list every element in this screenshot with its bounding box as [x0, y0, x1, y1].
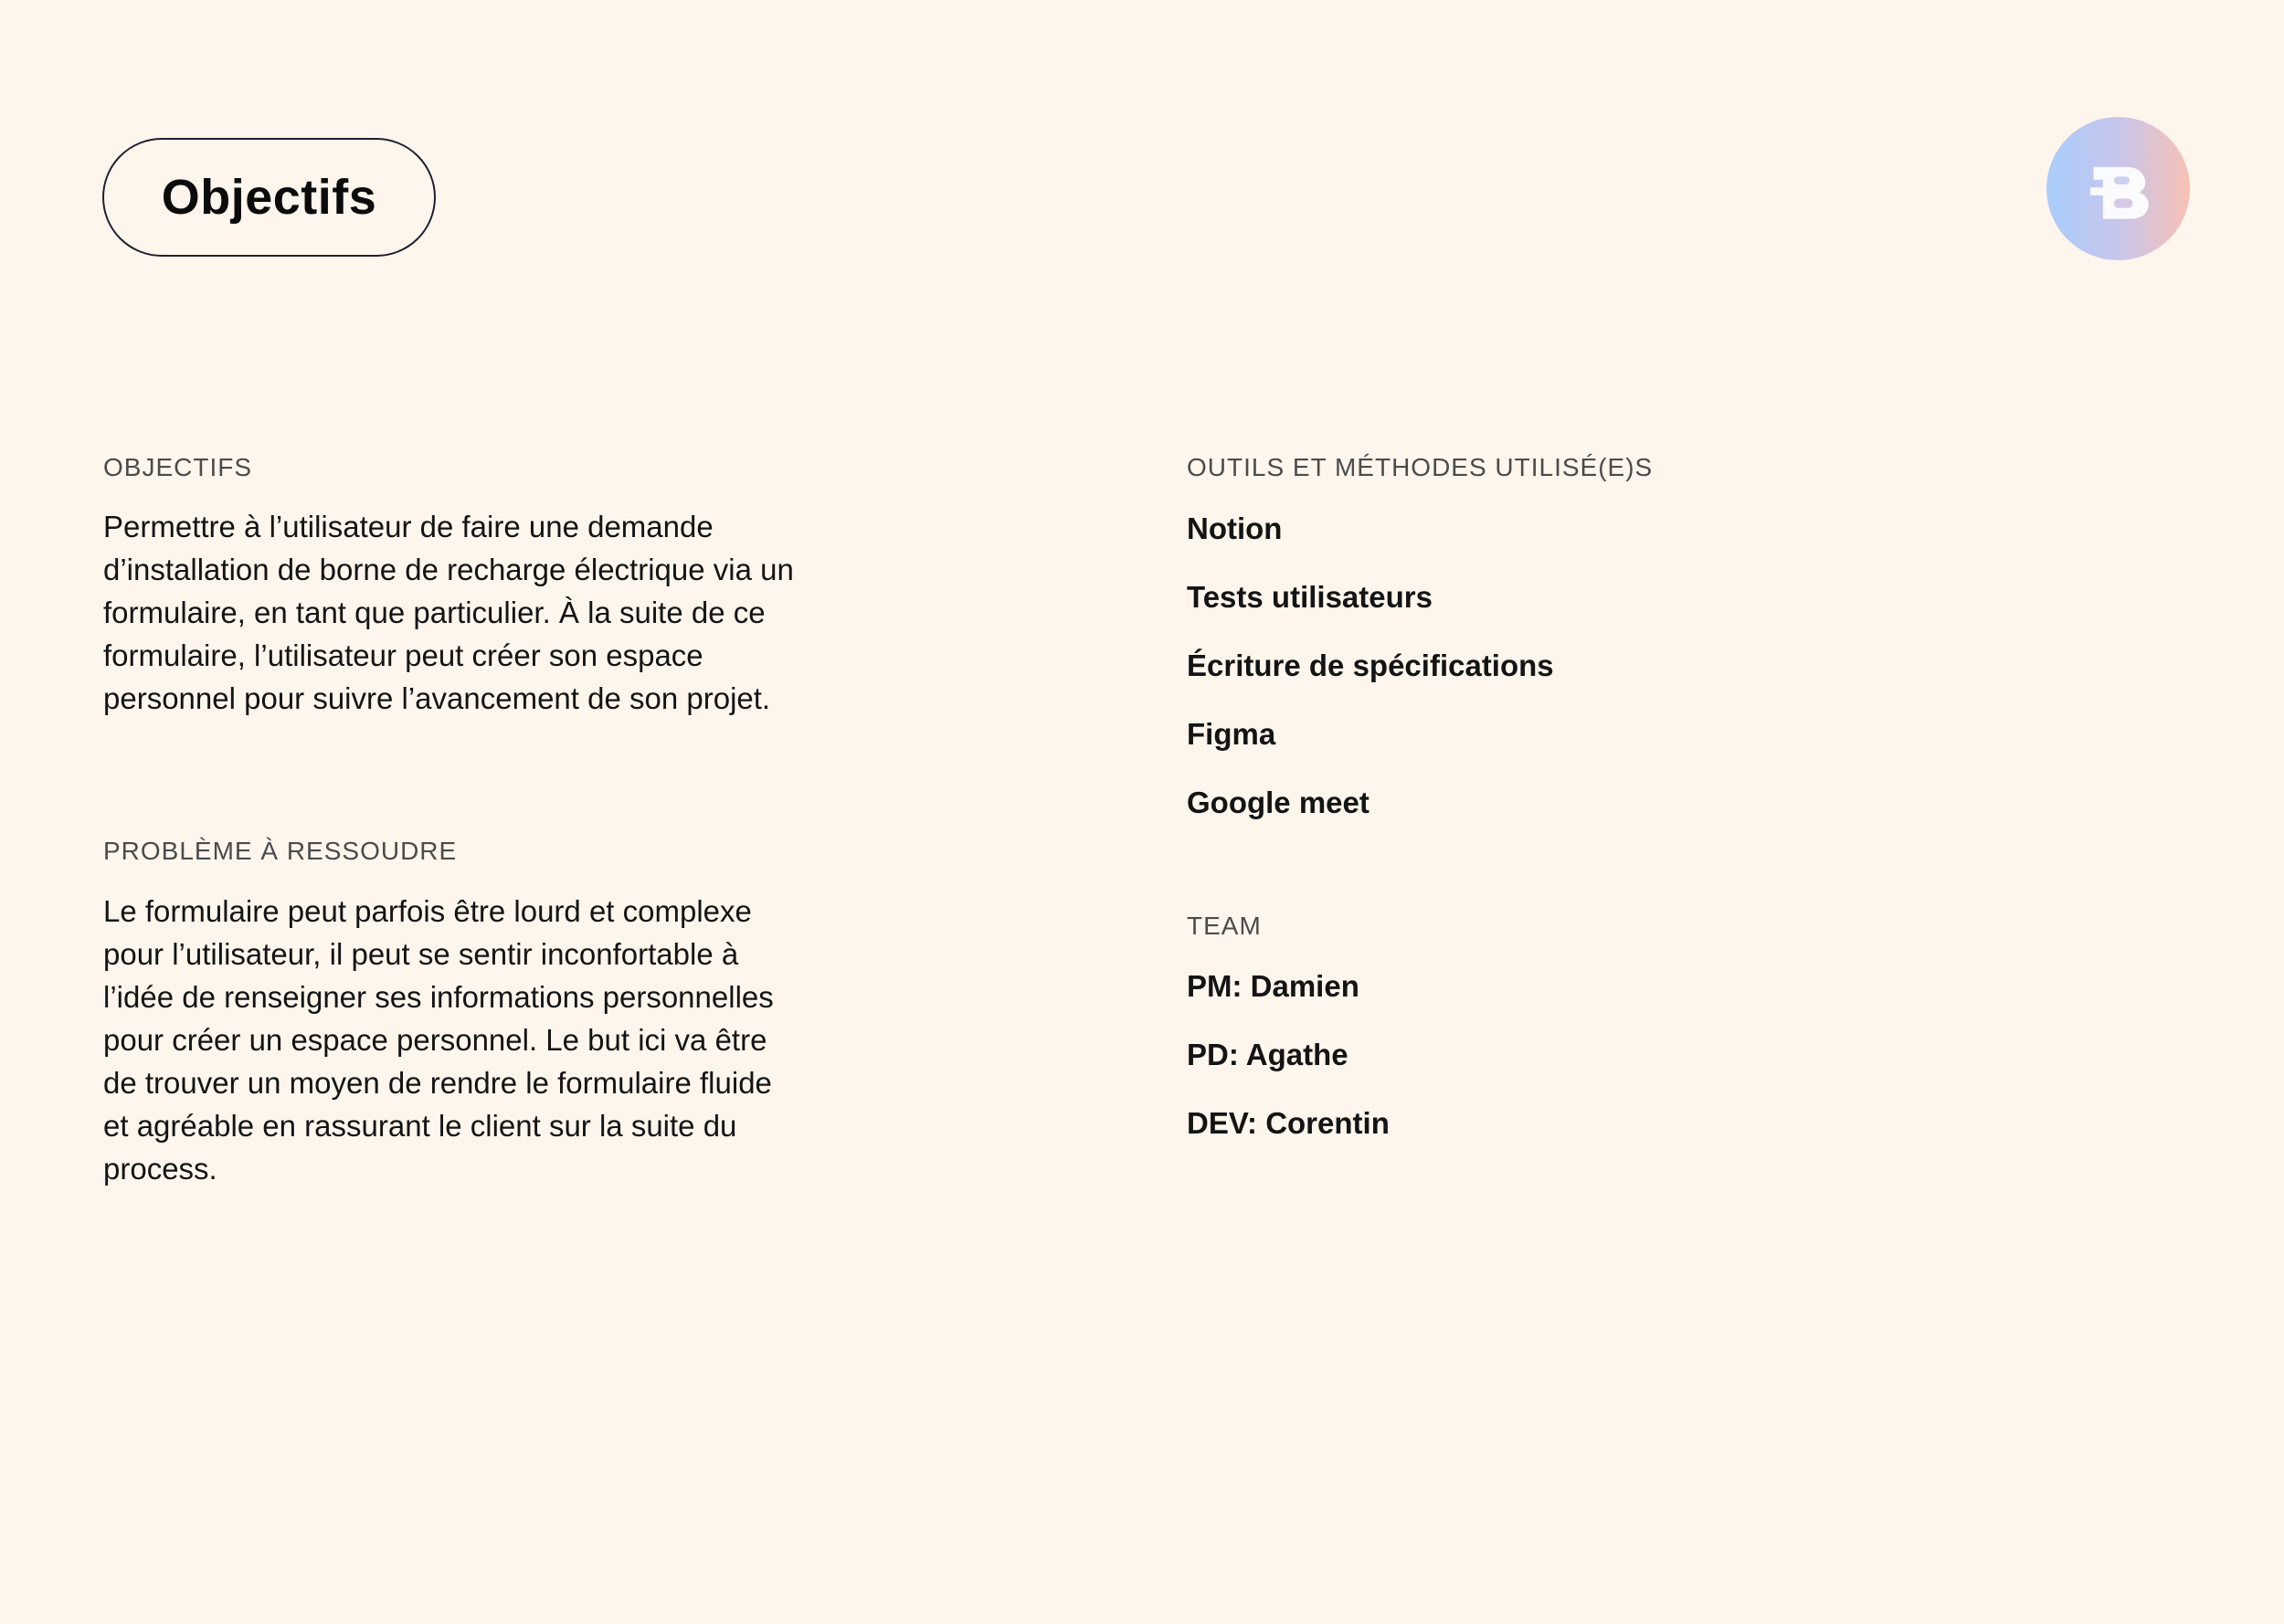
objectifs-text: Permettre à l’utilisateur de faire une demande d’installation de borne de recharge électrique via un formulaire, en tant que particulier. À la suite de ce formulaire, l’utilisateur peut créer son espace personnel pour suivre l’avancement de son projet.	[103, 510, 794, 715]
outils-list	[1187, 511, 1554, 853]
team-label: TEAM	[1187, 912, 1262, 940]
team-list	[1187, 968, 1390, 1174]
objectifs-label: OBJECTIFS	[103, 453, 253, 481]
list-item: Figma	[1187, 717, 1276, 751]
list-item: Google meet	[1187, 786, 1369, 819]
probleme-label: PROBLÈME À RESSOUDRE	[103, 837, 458, 865]
page-title: Objectifs	[102, 138, 436, 257]
letter-b-logo-icon	[2079, 150, 2158, 228]
probleme-text: Le formulaire peut parfois être lourd et complexe pour l’utilisateur, il peut se sentir inconfortable à l’idée de renseigner ses informations personnelles pour créer un espace personnel. Le but ici va être de trouver un moyen de rendre le formulaire fluide et agréable en rassurant le client sur la suite du process.	[103, 894, 774, 1186]
list-item: DEV: Corentin	[1187, 1106, 1390, 1140]
list-item: PM: Damien	[1187, 969, 1359, 1003]
outils-label: OUTILS ET MÉTHODES UTILISÉ(E)S	[1187, 453, 1654, 481]
list-item: Écriture de spécifications	[1187, 649, 1554, 682]
brand-logo	[2046, 117, 2190, 260]
list-item: Notion	[1187, 511, 1283, 545]
list-item: PD: Agathe	[1187, 1038, 1348, 1071]
list-item: Tests utilisateurs	[1187, 580, 1433, 614]
